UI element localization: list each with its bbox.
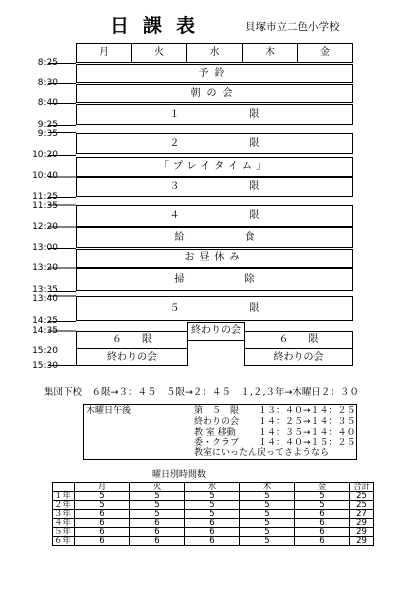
band-play-time: 「プレイタイム」 — [159, 161, 270, 172]
hours-cell: 6 — [295, 537, 350, 546]
time-tick: 11:25 — [32, 192, 58, 202]
header-cell: 月 — [75, 483, 130, 492]
thursday-row-time: １４：３５→１４：４０ — [258, 428, 356, 438]
hours-cell: 6 — [130, 528, 185, 537]
hours-cell: 6 — [75, 528, 130, 537]
hours-cell: 6 — [185, 519, 240, 528]
hours-cell: 5 — [240, 492, 295, 501]
total-cell: 29 — [350, 537, 374, 546]
day-header-thu: 木 — [265, 47, 275, 58]
hours-cell: 5 — [240, 528, 295, 537]
time-tick: 12:20 — [32, 222, 58, 232]
time-tick: 14:25 — [32, 316, 58, 326]
day-header-mon: 月 — [99, 47, 109, 58]
hours-cell: 6 — [295, 528, 350, 537]
grade-cell: ３年 — [53, 510, 75, 519]
thursday-row-time: １４：４０→１５：２５ — [258, 438, 356, 448]
school-name: 貝塚市立二色小学校 — [245, 21, 340, 33]
time-tick: 9:25 — [37, 120, 58, 130]
grade-cell: ２年 — [53, 501, 75, 510]
hours-cell: 5 — [295, 492, 350, 501]
band-period-5: ５ 限 — [169, 303, 260, 314]
hours-cell: 5 — [130, 501, 185, 510]
thursday-row-name: 終わりの会 — [194, 417, 240, 427]
dismissal-note: 集団下校 ６限→３：４５ ５限→２：４５ １,２,３年→木曜日２：３０ — [44, 387, 359, 398]
thursday-row-name: 教 室 移動 — [194, 428, 236, 438]
table-row — [53, 537, 374, 546]
hours-cell: 5 — [185, 510, 240, 519]
hours-cell: 5 — [75, 501, 130, 510]
hours-cell: 5 — [240, 501, 295, 510]
time-tick: 8:40 — [37, 98, 58, 108]
grade-cell: ５年 — [53, 528, 75, 537]
thursday-footer: 教室にいったん戻ってさようなら — [194, 448, 330, 458]
band-yorei: 予鈴 — [198, 68, 231, 79]
hours-cell: 6 — [185, 537, 240, 546]
day-header-tue: 火 — [154, 47, 164, 58]
day-header-wed: 水 — [209, 47, 220, 58]
band-lunch: 給 食 — [174, 232, 255, 243]
band-period-4: ４ 限 — [169, 210, 260, 221]
header-cell: 水 — [185, 483, 240, 492]
right-end-meeting: 終わりの会 — [273, 352, 324, 363]
total-cell: 29 — [350, 519, 374, 528]
hours-cell: 5 — [240, 519, 295, 528]
hours-cell: 5 — [130, 492, 185, 501]
time-tick: 13:35 — [32, 285, 58, 295]
hours-cell: 5 — [75, 492, 130, 501]
time-tick: 14:35 — [32, 326, 58, 336]
hours-cell: 6 — [75, 519, 130, 528]
day-header-fri: 金 — [320, 47, 330, 58]
band-morning-meeting: 朝の会 — [190, 88, 239, 99]
grade-cell: ６年 — [53, 537, 75, 546]
thursday-row-name: 第 ５ 限 — [194, 406, 240, 416]
time-tick: 15:20 — [32, 346, 58, 356]
hours-cell: 5 — [185, 492, 240, 501]
time-tick: 13:00 — [32, 243, 58, 253]
time-tick: 10:20 — [32, 150, 58, 160]
band-period-2: ２ 限 — [169, 138, 260, 149]
total-cell: 25 — [350, 501, 374, 510]
time-tick: 8:30 — [37, 78, 58, 88]
hours-cell: 6 — [185, 528, 240, 537]
thursday-row-time: １４：２５→１４：３５ — [258, 417, 356, 427]
time-tick: 11:35 — [32, 201, 58, 211]
hours-cell: 5 — [295, 501, 350, 510]
grade-cell: ４年 — [53, 519, 75, 528]
hours-cell: 5 — [240, 537, 295, 546]
hours-cell: 6 — [295, 510, 350, 519]
hours-cell: 6 — [295, 519, 350, 528]
thursday-row-name: 委・クラブ — [194, 438, 240, 448]
total-cell: 29 — [350, 528, 374, 537]
thursday-row-time: １３：４０→１４：２５ — [258, 406, 356, 416]
time-tick: 8:25 — [37, 58, 58, 68]
band-cleaning: 掃 除 — [174, 274, 255, 285]
hours-cell: 5 — [130, 510, 185, 519]
hours-table-caption: 曜日別時間数 — [152, 470, 207, 480]
thursday-box — [83, 404, 357, 460]
hours-table — [52, 482, 374, 546]
left-period-6: ６ 限 — [112, 334, 152, 345]
header-cell-total: 合計 — [350, 483, 374, 492]
hours-cell: 6 — [75, 510, 130, 519]
time-tick: 15:30 — [32, 361, 58, 371]
band-period-3: ３ 限 — [169, 181, 260, 192]
header-cell: 木 — [240, 483, 295, 492]
hours-cell: 5 — [185, 501, 240, 510]
time-tick: 10:40 — [32, 171, 58, 181]
hours-cell: 6 — [75, 537, 130, 546]
time-tick: 13:20 — [32, 263, 58, 273]
thursday-heading: 木曜日午後 — [86, 406, 132, 416]
left-end-meeting: 終わりの会 — [107, 352, 157, 363]
band-period-1: １ 限 — [169, 109, 260, 120]
hours-cell: 6 — [130, 519, 185, 528]
right-period-6: ６ 限 — [278, 334, 319, 345]
time-tick: 13:40 — [32, 294, 58, 304]
total-cell: 27 — [350, 510, 374, 519]
total-cell: 25 — [350, 492, 374, 501]
header-cell: 火 — [130, 483, 185, 492]
hours-cell: 5 — [240, 510, 295, 519]
page-title: 日課表 — [110, 15, 210, 37]
hours-cell: 6 — [130, 537, 185, 546]
time-tick: 9:35 — [37, 129, 58, 139]
header-cell: 金 — [295, 483, 350, 492]
band-lunch-break: お昼休み — [184, 252, 245, 263]
grade-cell: １年 — [53, 492, 75, 501]
middle-end-meeting: 終わりの会 — [191, 325, 241, 336]
